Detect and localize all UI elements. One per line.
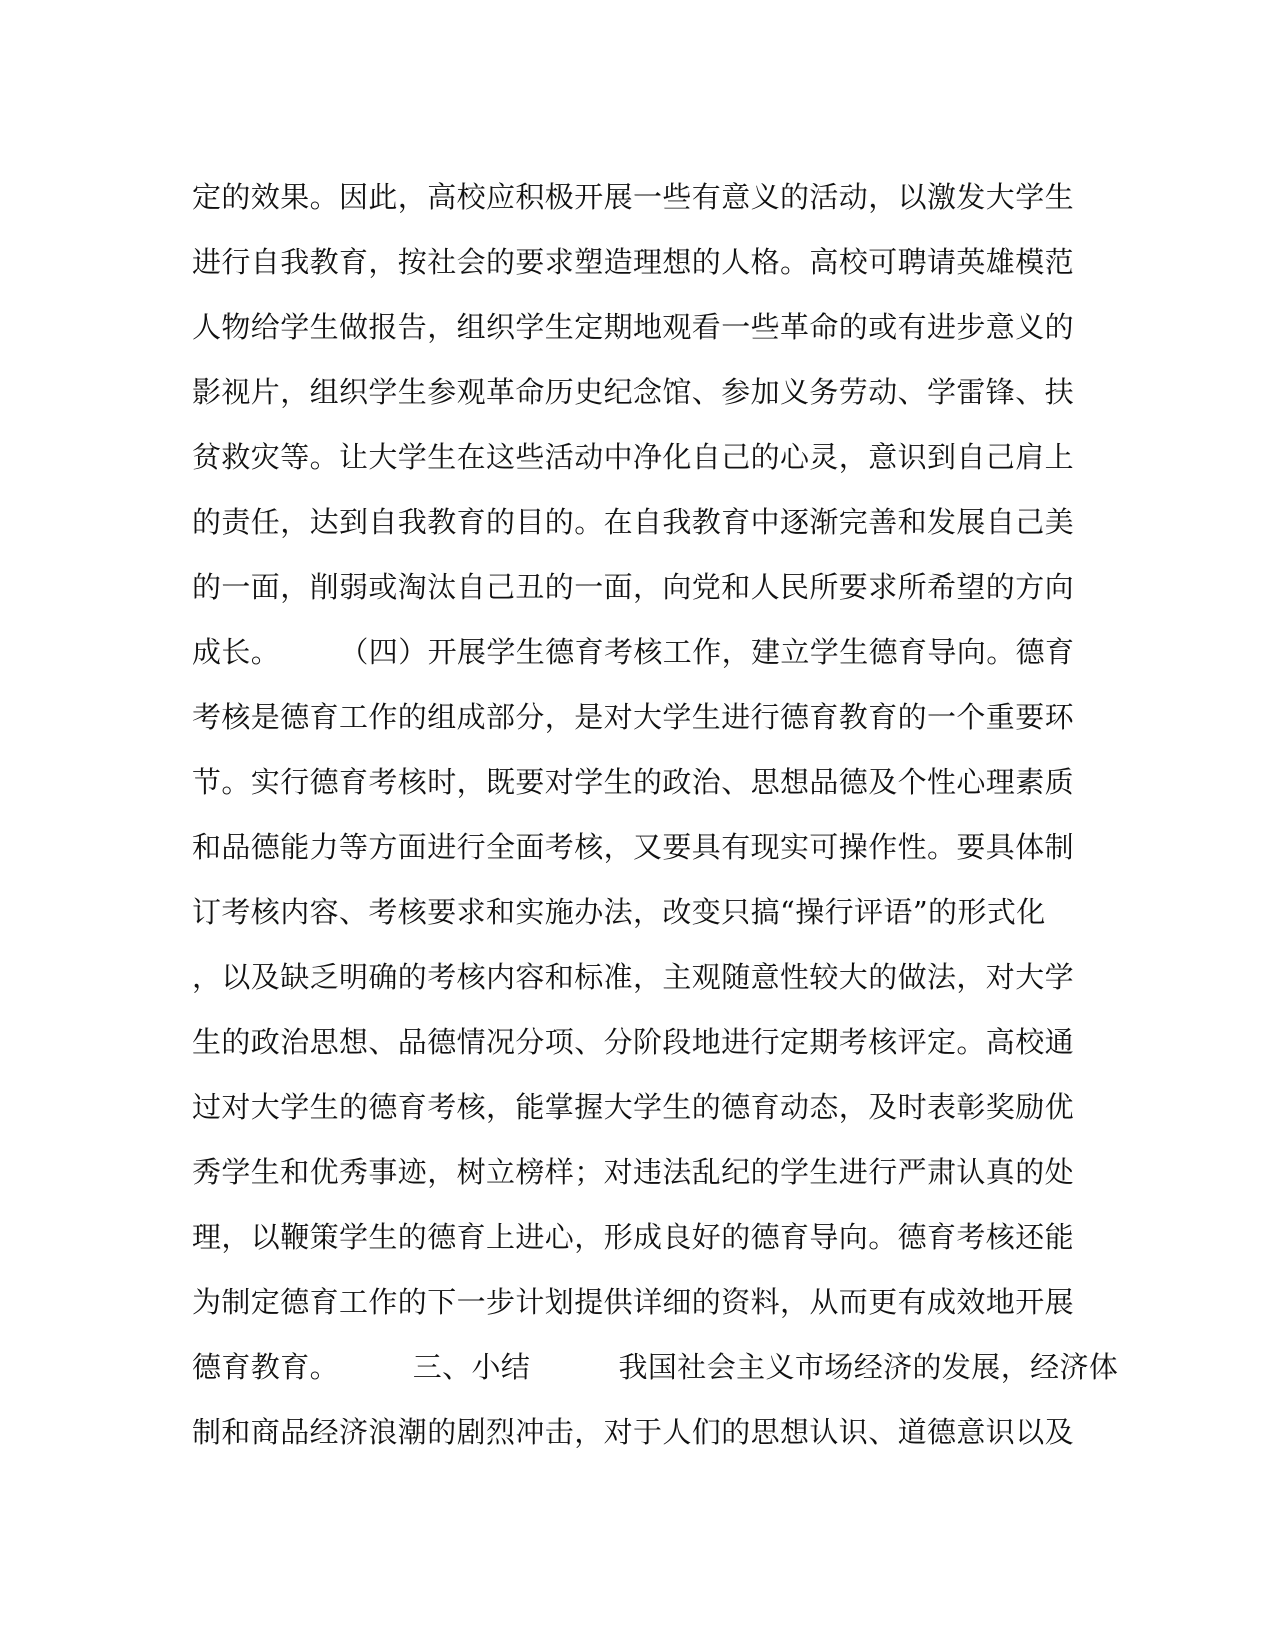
text-line: 秀学生和优秀事迹，树立榜样；对违法乱纪的学生进行严肃认真的处 (192, 1155, 1075, 1189)
text-line: 订考核内容、考核要求和实施办法，改变只搞“操行评语”的形式化 (192, 895, 1046, 929)
text-line: 和品德能力等方面进行全面考核，又要具有现实可操作性。要具体制 (192, 830, 1075, 864)
text-line: 贫救灾等。让大学生在这些活动中净化自己的心灵，意识到自己肩上 (192, 440, 1075, 474)
text-line: 过对大学生的德育考核，能掌握大学生的德育动态，及时表彰奖励优 (192, 1090, 1075, 1124)
text-line: 为制定德育工作的下一步计划提供详细的资料，从而更有成效地开展 (192, 1285, 1075, 1319)
text-line: 德育教育。 三、小结 我国社会主义市场经济的发展，经济体 (192, 1350, 1119, 1384)
text-line: 成长。 （四）开展学生德育考核工作，建立学生德育导向。德育 (192, 635, 1075, 669)
text-line: 影视片，组织学生参观革命历史纪念馆、参加义务劳动、学雷锋、扶 (192, 375, 1075, 409)
text-line: 节。实行德育考核时，既要对学生的政治、思想品德及个性心理素质 (192, 765, 1075, 799)
text-line: 定的效果。因此，高校应积极开展一些有意义的活动，以激发大学生 (192, 180, 1075, 214)
text-line: 制和商品经济浪潮的剧烈冲击，对于人们的思想认识、道德意识以及 (192, 1415, 1075, 1449)
text-line: 的一面，削弱或淘汰自己丑的一面，向党和人民所要求所希望的方向 (192, 570, 1075, 604)
text-line: ，以及缺乏明确的考核内容和标准，主观随意性较大的做法，对大学 (192, 960, 1075, 994)
text-line: 进行自我教育，按社会的要求塑造理想的人格。高校可聘请英雄模范 (192, 245, 1075, 279)
text-line: 的责任，达到自我教育的目的。在自我教育中逐渐完善和发展自己美 (192, 505, 1075, 539)
text-line: 考核是德育工作的组成部分，是对大学生进行德育教育的一个重要环 (192, 700, 1075, 734)
text-line: 人物给学生做报告，组织学生定期地观看一些革命的或有进步意义的 (192, 310, 1075, 344)
text-line: 理，以鞭策学生的德育上进心，形成良好的德育导向。德育考核还能 (192, 1220, 1075, 1254)
body-text (192, 165, 1119, 1465)
text-line: 生的政治思想、品德情况分项、分阶段地进行定期考核评定。高校通 (192, 1025, 1075, 1059)
